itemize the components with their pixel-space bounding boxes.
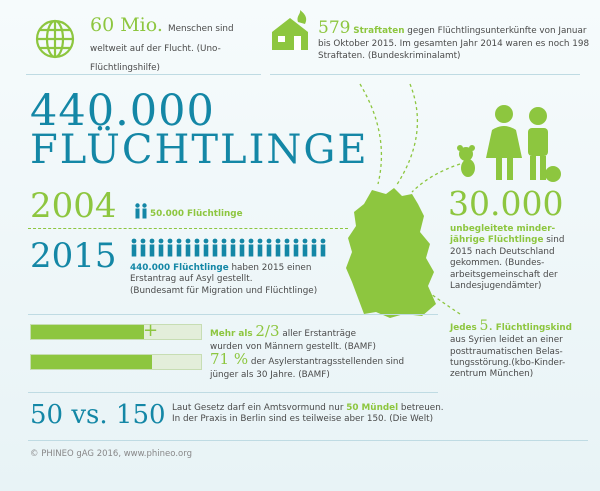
men-text xyxy=(210,322,410,353)
year-2004: 2004 xyxy=(30,186,117,226)
person-icon xyxy=(249,239,254,244)
plus-icon: + xyxy=(143,320,159,341)
bar-young-track xyxy=(30,354,202,370)
burning-house-icon xyxy=(268,10,314,52)
person-icon-body xyxy=(204,245,209,257)
person-icon-body xyxy=(285,245,290,257)
person-icon-body xyxy=(186,245,191,257)
person-icon xyxy=(222,239,227,244)
trauma-block xyxy=(450,317,590,381)
person-icon xyxy=(267,239,272,244)
trauma-body: aus Syrien leidet an einer posttraumatischen Belas-tungsstörung.(kbo-Kinder-zentrum München) xyxy=(450,335,566,380)
person-icon-body xyxy=(141,245,146,257)
trauma-pre: Jedes xyxy=(450,323,477,333)
top-left-number: 60 Mio. xyxy=(90,14,163,36)
person-icon xyxy=(204,239,209,244)
person-icon-body xyxy=(150,245,155,257)
bar-men-fill xyxy=(31,325,144,339)
young-text1: der Asylerstantragsstellenden sind xyxy=(250,357,405,367)
top-right-number: 579 xyxy=(318,18,351,38)
person-icon-body xyxy=(249,245,254,257)
guardian-number: 50 vs. 150 xyxy=(30,400,166,430)
person-icon xyxy=(276,239,281,244)
text-2004: 50.000 Flüchtlinge xyxy=(150,209,243,219)
person-icon-body xyxy=(294,245,299,257)
person-icon xyxy=(231,239,236,244)
person-icon xyxy=(141,239,146,244)
person-icon xyxy=(132,239,137,244)
person-icon xyxy=(294,239,299,244)
guardian-text1b: betreuen. xyxy=(400,403,444,413)
person-icon xyxy=(168,239,173,244)
person-icon-body xyxy=(276,245,281,257)
person-icon xyxy=(258,239,263,244)
person-icon-body xyxy=(168,245,173,257)
guardian-highlight: 50 Mündel xyxy=(346,403,399,413)
top-right-text: gegen Flüchtlingsunterkünfte von Januar bis Oktober 2015. Im gesamten Jahr 2014 waren es noch 198 Straftaten. (Bundeskriminalamt) xyxy=(318,26,590,61)
young-text xyxy=(210,350,410,381)
young-text2: jünger als 30 Jahre. (BAMF) xyxy=(210,369,330,380)
person-icon xyxy=(159,239,164,244)
trauma-highlight: Flüchtlingskind xyxy=(495,323,572,333)
trauma-number: 5. xyxy=(479,318,493,334)
guardian-text2: In der Praxis in Berlin sind es teilweise aber 150. (Die Welt) xyxy=(172,414,434,425)
person-icon xyxy=(186,239,191,244)
text-2015-source: (Bundesamt für Migration und Flüchtlinge) xyxy=(130,285,318,296)
person-icon xyxy=(150,239,155,244)
top-right-block xyxy=(318,17,590,62)
person-icon xyxy=(195,239,200,244)
text-2015-body: haben 2015 einen Erstantrag auf Asyl gestellt. xyxy=(130,263,312,285)
headline-word: FLÜCHTLINGE xyxy=(30,127,369,173)
footer: © PHINEO gAG 2016, www.phineo.org xyxy=(30,449,192,459)
person-icon-body xyxy=(177,245,182,257)
top-left-text: Menschen sind weltweit auf der Flucht. (Uno-Flüchtlingshilfe) xyxy=(90,24,234,74)
top-right-highlight: Straftaten xyxy=(353,26,405,36)
person-icons-2004 xyxy=(134,203,148,223)
guardian-text1a: Laut Gesetz darf ein Amtsvormund nur xyxy=(172,403,344,413)
person-icon xyxy=(285,239,290,244)
person-icon xyxy=(213,239,218,244)
person-icon-body xyxy=(240,245,245,257)
men-text2: wurden von Männern gestellt. (BAMF) xyxy=(210,341,376,352)
person-icon-body xyxy=(132,245,137,257)
connector-arrows xyxy=(300,74,470,334)
bar-young-fill xyxy=(31,355,152,369)
young-number: 71 % xyxy=(210,350,249,368)
person-icon-body xyxy=(258,245,263,257)
person-icon-body xyxy=(195,245,200,257)
year-2015: 2015 xyxy=(30,236,117,276)
person-icon-body xyxy=(222,245,227,257)
men-fraction: 2/3 xyxy=(255,322,280,340)
guardian-text xyxy=(172,403,452,426)
top-left-block xyxy=(90,14,260,75)
unaccomp-number: 30.000 xyxy=(448,184,564,223)
person-icon-body xyxy=(159,245,164,257)
globe-icon xyxy=(34,18,76,60)
person-icon-body xyxy=(267,245,272,257)
unaccomp-body: sind 2015 nach Deutschland gekommen. (Bundes-arbeitsgemeinschaft der Landesjugendämter) xyxy=(450,235,565,292)
person-icon-body xyxy=(231,245,236,257)
men-text1: aller Erstanträge xyxy=(282,329,357,339)
men-pre: Mehr als xyxy=(210,329,253,339)
headline-number: 440.000 xyxy=(30,86,215,136)
unaccomp-text xyxy=(450,224,580,293)
text-2015-highlight: 440.000 Flüchtlinge xyxy=(130,263,229,273)
person-icon xyxy=(240,239,245,244)
person-icon-body xyxy=(213,245,218,257)
person-icon xyxy=(177,239,182,244)
unaccomp-highlight: unbegleitete minder-jährige Flüchtlinge xyxy=(450,224,556,246)
bar-men-track xyxy=(30,324,202,340)
